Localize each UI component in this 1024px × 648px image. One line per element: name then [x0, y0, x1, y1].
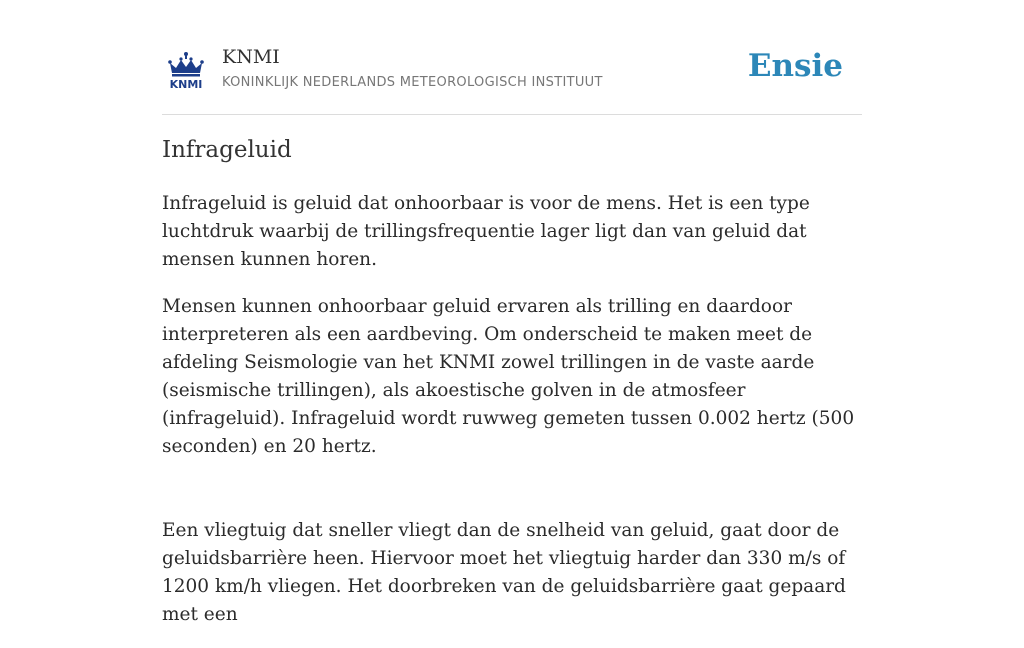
article-body	[162, 190, 867, 648]
site-header	[162, 40, 862, 115]
org-subtitle: KONINKLIJK NEDERLANDS METEOROLOGISCH INSTITUUT	[222, 75, 603, 90]
ensie-brand-link[interactable]: Ensie	[747, 48, 843, 84]
paragraph-spacer	[162, 480, 867, 517]
article-paragraph: Infrageluid is geluid dat onhoorbaar is voor de mens. Het is een type luchtdruk waarbij de trillingsfrequentie lager ligt dan van geluid dat mensen kunnen horen.	[162, 193, 810, 270]
article-paragraph: Mensen kunnen onhoorbaar geluid ervaren als trilling en daardoor interpreteren als een aardbeving. Om onderscheid te maken meet de afdeling Seismologie van het KNMI zowel trillingen in de vaste aarde (seismische trillingen), als akoestische golven in de atmosfeer (infrageluid). Infrageluid wordt ruwweg gemeten tussen 0.002 hertz (500 seconden) en 20 hertz.	[162, 296, 855, 457]
knmi-crown-logo-icon[interactable]	[164, 51, 208, 89]
article-paragraph: Een vliegtuig dat sneller vliegt dan de snelheid van geluid, gaat door de geluidsbarrière heen. Hiervoor moet het vliegtuig harder dan 330 m/s of 1200 km/h vliegen. Het doorbreken van de geluidsbarrière gaat gepaard met een	[162, 520, 846, 625]
article-title: Infrageluid	[162, 137, 292, 163]
org-name: KNMI	[222, 46, 280, 68]
svg-text:KNMI: KNMI	[169, 78, 203, 89]
